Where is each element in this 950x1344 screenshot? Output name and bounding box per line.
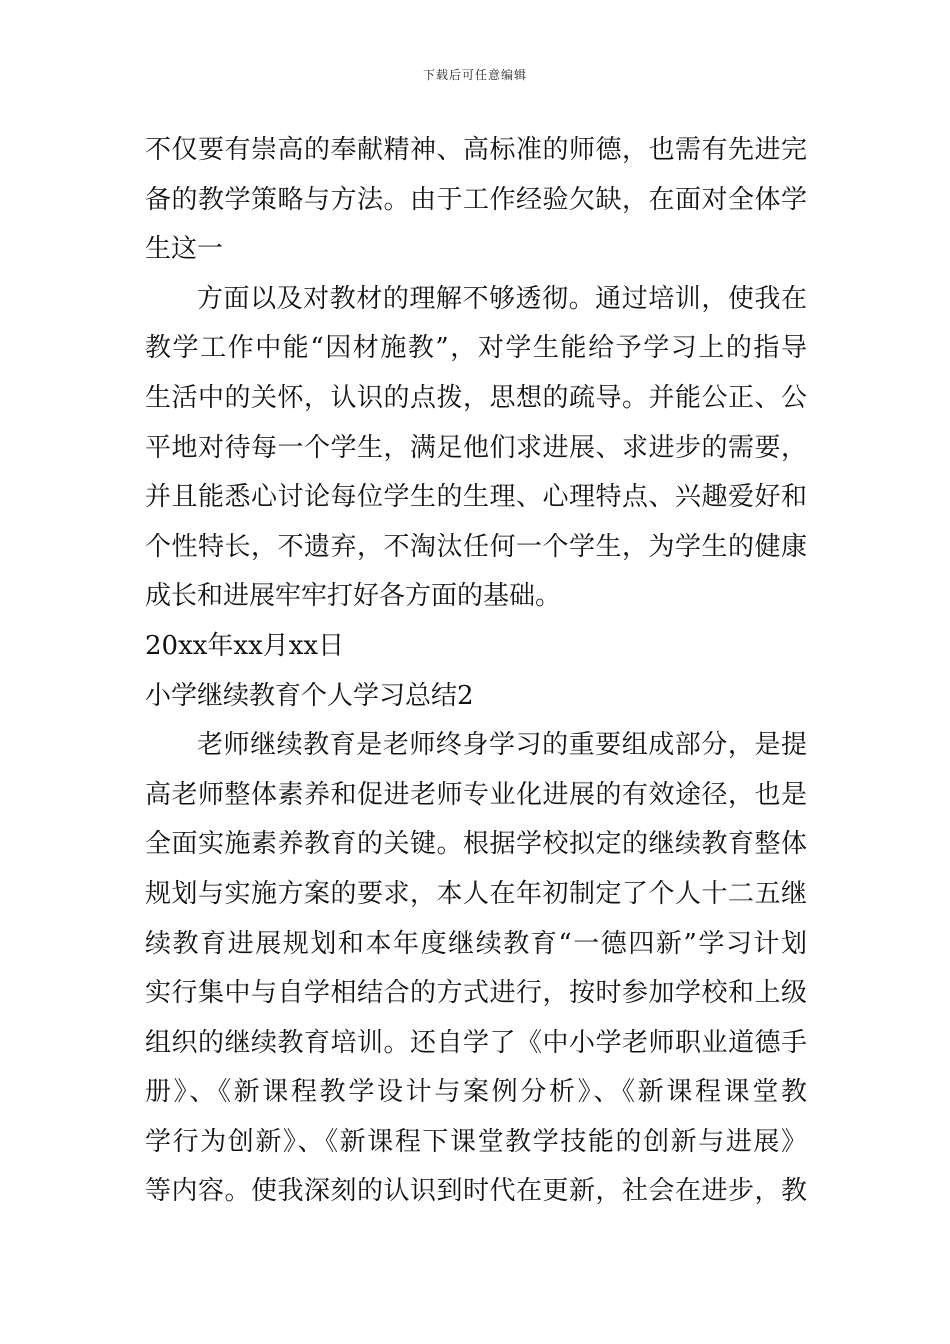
section-title: 小学继续教育个人学习总结2 bbox=[145, 680, 474, 711]
text-line: 并且能悉心讨论每位学生的生理、心理特点、兴趣爱好和 bbox=[145, 482, 807, 513]
text-line: 方面以及对教材的理解不够透彻。通过培训，使我在 bbox=[197, 283, 807, 314]
text-line: 实行集中与自学相结合的方式进行，按时参加学校和上级 bbox=[145, 978, 807, 1009]
text-line: 续教育进展规划和本年度继续教育“一德四新”学习计划 bbox=[145, 928, 807, 959]
page-header: 下载后可任意编辑 bbox=[422, 68, 527, 82]
text-line: 成长和进展牢牢打好各方面的基础。 bbox=[145, 581, 562, 612]
text-line: 个性特长，不遗弃，不淘汰任何一个学生，为学生的健康 bbox=[145, 531, 807, 562]
text-line: 规划与实施方案的要求，本人在年初制定了个人十二五继 bbox=[145, 878, 807, 909]
text-line: 等内容。使我深刻的认识到时代在更新，社会在进步，教 bbox=[145, 1176, 807, 1207]
text-line: 不仅要有崇高的奉献精神、高标准的师德，也需有先进完 bbox=[145, 135, 807, 165]
text-line: 全面实施素养教育的关键。根据学校拟定的继续教育整体 bbox=[145, 829, 807, 860]
text-line: 老师继续教育是老师终身学习的重要组成部分，是提 bbox=[197, 730, 807, 761]
text-line: 册》、《新课程教学设计与案例分析》、《新课程课堂教 bbox=[145, 1077, 807, 1108]
text-line: 组织的继续教育培训。还自学了《中小学老师职业道德手 bbox=[145, 1027, 807, 1058]
text-line: 生活中的关怀，认识的点拨，思想的疏导。并能公正、公 bbox=[145, 382, 807, 413]
text-line: 生这一 bbox=[145, 234, 224, 265]
text-line: 备的教学策略与方法。由于工作经验欠缺，在面对全体学 bbox=[145, 184, 807, 215]
date-line: 20xx年xx月xx日 bbox=[145, 630, 345, 661]
text-line: 学行为创新》、《新课程下课堂教学技能的创新与进展》 bbox=[145, 1126, 807, 1157]
document-body bbox=[145, 126, 807, 1217]
text-line: 平地对待每一个学生，满足他们求进展、求进步的需要， bbox=[145, 432, 807, 463]
text-line: 高老师整体素养和促进老师专业化进展的有效途径，也是 bbox=[145, 779, 807, 810]
text-line: 教学工作中能“因材施教”，对学生能给予学习上的指导 bbox=[145, 333, 807, 364]
